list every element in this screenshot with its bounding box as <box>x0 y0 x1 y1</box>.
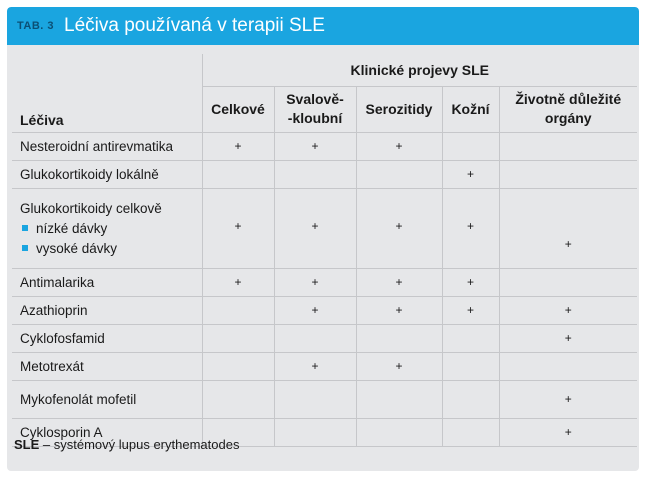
table-number: TAB. 3 <box>17 20 55 32</box>
mark-cell: + <box>202 268 274 296</box>
mark-low-dose: + <box>234 218 242 233</box>
mark-cell <box>356 160 442 188</box>
mark-cell: + <box>356 296 442 324</box>
column-header: Životně důležité orgány <box>499 86 637 132</box>
mark-cell <box>499 188 637 268</box>
drug-cell <box>12 380 202 418</box>
table-card <box>7 7 639 471</box>
mark-low-dose: + <box>395 218 403 233</box>
mark-cell <box>499 268 637 296</box>
mark-cell <box>274 160 356 188</box>
drug-name: Azathioprin <box>20 302 88 318</box>
drug-name: Nesteroidní antirevmatika <box>20 138 174 154</box>
mark-cell <box>356 380 442 418</box>
table-title: Léčiva používaná v terapii SLE <box>64 15 325 36</box>
mark-cell <box>356 324 442 352</box>
square-bullet-icon <box>22 225 28 231</box>
drug-name: Glukokortikoidy lokálně <box>20 166 159 182</box>
drug-cell <box>12 160 202 188</box>
footnote-text: – systémový lupus erythematodes <box>39 437 240 452</box>
table-row <box>12 160 637 188</box>
mark-cell <box>202 352 274 380</box>
mark-low-dose: + <box>466 218 474 233</box>
mark-cell: + <box>274 132 356 160</box>
mark-cell <box>274 188 356 268</box>
mark-cell <box>202 160 274 188</box>
mark-cell <box>274 418 356 446</box>
group-header: Klinické projevy SLE <box>202 54 637 86</box>
drug-cell <box>12 268 202 296</box>
footnote-abbr: SLE <box>14 437 40 452</box>
mark-cell: + <box>442 160 499 188</box>
column-header: Svalově- -kloubní <box>274 86 356 132</box>
mark-cell: + <box>499 324 637 352</box>
mark-cell: + <box>442 268 499 296</box>
table-row <box>12 324 637 352</box>
table-row <box>12 268 637 296</box>
mark-cell <box>442 352 499 380</box>
mark-cell: + <box>274 268 356 296</box>
drug-cell <box>12 296 202 324</box>
mark-low-dose: + <box>311 218 319 233</box>
drug-name: Mykofenolát mofetil <box>20 391 137 407</box>
drug-name: Antimalarika <box>20 274 95 290</box>
table-row <box>12 296 637 324</box>
square-bullet-icon <box>22 245 28 251</box>
mark-cell: + <box>274 352 356 380</box>
dose-item <box>22 241 202 256</box>
mark-cell <box>202 324 274 352</box>
dose-label: vysoké dávky <box>36 240 118 256</box>
mark-cell <box>499 160 637 188</box>
mark-cell: + <box>356 352 442 380</box>
mark-cell <box>274 380 356 418</box>
drug-cell <box>12 132 202 160</box>
mark-cell: + <box>274 296 356 324</box>
mark-cell: + <box>499 418 637 446</box>
drug-name: Cyklofosfamid <box>20 330 105 346</box>
drug-name: Cyklosporin A <box>20 424 103 440</box>
drug-cell <box>12 352 202 380</box>
mark-cell <box>499 352 637 380</box>
mark-cell <box>442 418 499 446</box>
drug-column-header: Léčiva <box>12 54 202 132</box>
mark-cell: + <box>202 132 274 160</box>
drug-cell <box>12 188 202 268</box>
table-row <box>12 380 637 418</box>
mark-cell: + <box>442 296 499 324</box>
mark-cell <box>356 188 442 268</box>
table-header-bar <box>7 7 639 45</box>
column-header: Celkové <box>202 86 274 132</box>
mark-cell: + <box>499 296 637 324</box>
mark-cell <box>499 132 637 160</box>
column-header: Serozitidy <box>356 86 442 132</box>
drug-cell <box>12 324 202 352</box>
mark-cell: + <box>499 380 637 418</box>
mark-cell <box>202 296 274 324</box>
mark-cell <box>202 188 274 268</box>
footnote <box>14 437 239 452</box>
dose-label: nízké dávky <box>36 220 108 236</box>
mark-cell <box>442 188 499 268</box>
drug-table <box>12 54 637 447</box>
dose-item <box>22 221 202 236</box>
table-row <box>12 352 637 380</box>
table-row <box>12 132 637 160</box>
column-header: Kožní <box>442 86 499 132</box>
mark-cell <box>202 380 274 418</box>
mark-high-dose: + <box>564 236 572 251</box>
mark-cell <box>274 324 356 352</box>
mark-cell <box>442 132 499 160</box>
mark-cell: + <box>356 132 442 160</box>
drug-name: Glukokortikoidy celkově <box>20 200 162 216</box>
mark-cell <box>442 380 499 418</box>
mark-cell: + <box>356 268 442 296</box>
mark-cell <box>442 324 499 352</box>
mark-cell <box>356 418 442 446</box>
drug-name: Metotrexát <box>20 358 84 374</box>
table-row <box>12 188 637 268</box>
